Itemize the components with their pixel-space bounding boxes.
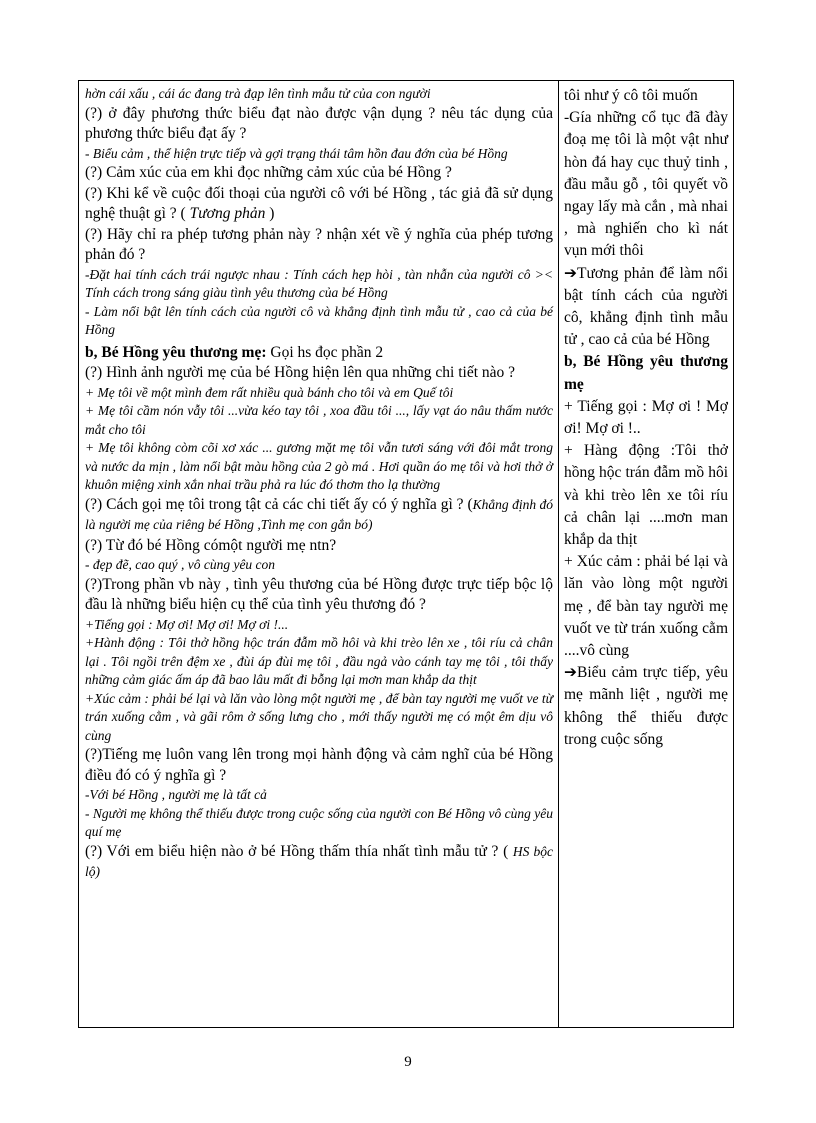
answer: + Mẹ tôi không còm cõi xơ xác ... gương mặt mẹ tôi vẫn tươi sáng với đôi mắt trong và nước da mịn , làm nổi bật màu hồng của 2 gò má . Hơi quần áo mẹ tôi và hơi thở ở khuôn miệng xinh xắn nhai trầu phả ra lúc đó thơm tho lạ thường [85, 440, 553, 492]
question: (?) Hình ảnh người mẹ của bé Hồng hiện lên qua những chi tiết nào ? [85, 364, 516, 381]
section-heading-line [85, 343, 553, 364]
content-line: tôi như ý cô tôi muốn [564, 87, 698, 104]
lesson-content-column [559, 81, 733, 1027]
question-text: (?) Khi kể về cuộc đối thoại của người cô với bé Hồng , tác giả đã sử dụng nghệ thuật gì ? ( [85, 184, 553, 222]
question-text: (?) Cách gọi mẹ tôi trong tật cả các chi tiết ấy có ý nghĩa gì ? ( [85, 495, 473, 513]
content-paragraph: + Tiếng gọi : Mợ ơi ! Mợ ơi! Mợ ơi !.. [564, 397, 728, 438]
content-paragraph: ➔Biểu cảm trực tiếp, yêu mẹ mãnh liệt , người mẹ không thể thiếu được trong cuộc sống [564, 664, 728, 748]
instruction: Gọi hs đọc phần 2 [266, 343, 384, 361]
answer: - Người mẹ không thể thiếu được trong cuộc sống của người con Bé Hồng vô cùng yêu quí mẹ [85, 805, 553, 839]
teacher-student-activities-column [79, 81, 559, 1027]
answer-inline: HS bộc lộ) [85, 843, 554, 879]
question [85, 842, 553, 883]
answer: + Mẹ tôi cầm nón vẫy tôi ...vừa kéo tay tôi , xoa đầu tôi ..., lấy vạt áo nâu thấm nước mắt cho tôi [85, 403, 553, 437]
content-paragraph: + Xúc cảm : phải bé lại và lăn vào lòng một người mẹ , để bàn tay người mẹ vuốt ve từ trán xuống cằm ....vô cùng [564, 553, 728, 660]
question: (?) Hãy chỉ ra phép tương phản này ? nhận xét về ý nghĩa của phép tương phản đó ? [85, 225, 553, 263]
answer: -Đặt hai tính cách trái ngược nhau : Tính cách hẹp hòi , tàn nhẫn của người cô >< Tính cách trong sáng giàu tình yêu thương của bé Hồng [85, 266, 553, 300]
question-text: (?) Với em biểu hiện nào ở bé Hồng thấm thía nhất tình mẫu tử ? ( [85, 842, 513, 860]
answer: +Xúc cảm : phải bé lại và lăn vào lòng một người mẹ , để bàn tay người mẹ vuốt ve từ trán xuống cằm , và gãi rôm ở sống lưng cho , mới thấy người mẹ có một êm dịu vô cùng [85, 690, 553, 743]
content-paragraph: ➔Tương phản để làm nổi bật tính cách của người cô, khẳng định tình mẫu tử , cao cả của bé Hồng [564, 264, 728, 349]
answer: - Biểu cảm , thể hiện trực tiếp và gợi trạng thái tâm hồn đau đớn của bé Hồng [85, 145, 508, 161]
content-paragraph: -Gía những cổ tục đã đày đoạ mẹ tôi là một vật như hòn đá hay cục thuỷ tinh , đầu mẫu gỗ , tôi quyết vồ ngay lấy mà cắn , mà nhai , mà nghiến cho kì nát vụn mới thôi [564, 109, 728, 260]
answer: +Hành động : Tôi thở hồng hộc trán đẫm mồ hôi và khi trèo lên xe , tôi ríu cả chân lại . Tôi ngồi trên đệm xe , đùi áp đùi mẹ tôi , đầu ngả vào cánh tay mẹ tôi , tôi thấy những cảm giác ấm áp đã bao lâu mất đi bỗng lại mơn man khắp da thịt [85, 635, 553, 687]
answer-inline: Khẳng định đó là người mẹ của riêng bé Hồng ,Tình mẹ con gắn bó) [85, 496, 553, 532]
question: (?) Cảm xúc của em khi đọc những cảm xúc của bé Hồng ? [85, 164, 452, 181]
page-number: 9 [404, 1054, 412, 1070]
answer: +Tiếng gọi : Mợ ơi! Mợ ơi! Mợ ơi !... [85, 616, 289, 632]
question [85, 495, 553, 536]
section-heading: b, Bé Hồng yêu thương mẹ [564, 353, 728, 393]
answer: - đẹp đẽ, cao quý , vô cùng yêu con [85, 557, 276, 572]
answer: + Mẹ tôi về một mình đem rất nhiều quà bánh cho tôi và em Quế tôi [85, 384, 454, 400]
lesson-table [78, 80, 734, 1028]
question: (?)Tiếng mẹ luôn vang lên trong mọi hành động và cảm nghĩ của bé Hồng điều đó có ý nghĩa gì ? [85, 746, 553, 784]
question: (?)Trong phần vb này , tình yêu thương của bé Hồng được trực tiếp bộc lộ đầu là những biểu hiện cụ thể của tình yêu thương đó ? [85, 575, 553, 613]
answer: -Với bé Hồng , người mẹ là tất cả [85, 787, 267, 802]
answer-inline: Tương phản [189, 205, 266, 222]
content-paragraph: + Hàng động :Tôi thở hồng hộc trán đẫm mồ hôi và khi trèo lên xe tôi ríu cả chân lại ....mơn man khắp da thịt [564, 442, 728, 549]
section-heading: b, Bé Hồng yêu thương mẹ: [85, 343, 267, 361]
text-line: hờn cái xấu , cái ác đang trà đạp lên tình mẫu tử của con người [85, 86, 431, 101]
answer: - Làm nổi bật lên tính cách của người cô và khẳng định tình mẫu tử , cao cả của bé Hồng [85, 303, 553, 337]
paren: ) [265, 205, 275, 222]
question [85, 184, 553, 225]
question: (?) Từ đó bé Hồng cómột người mẹ ntn? [85, 536, 337, 554]
question: (?) ở đây phương thức biểu đạt nào được vận dụng ? nêu tác dụng của phương thức biểu đạt ấy ? [85, 104, 553, 142]
